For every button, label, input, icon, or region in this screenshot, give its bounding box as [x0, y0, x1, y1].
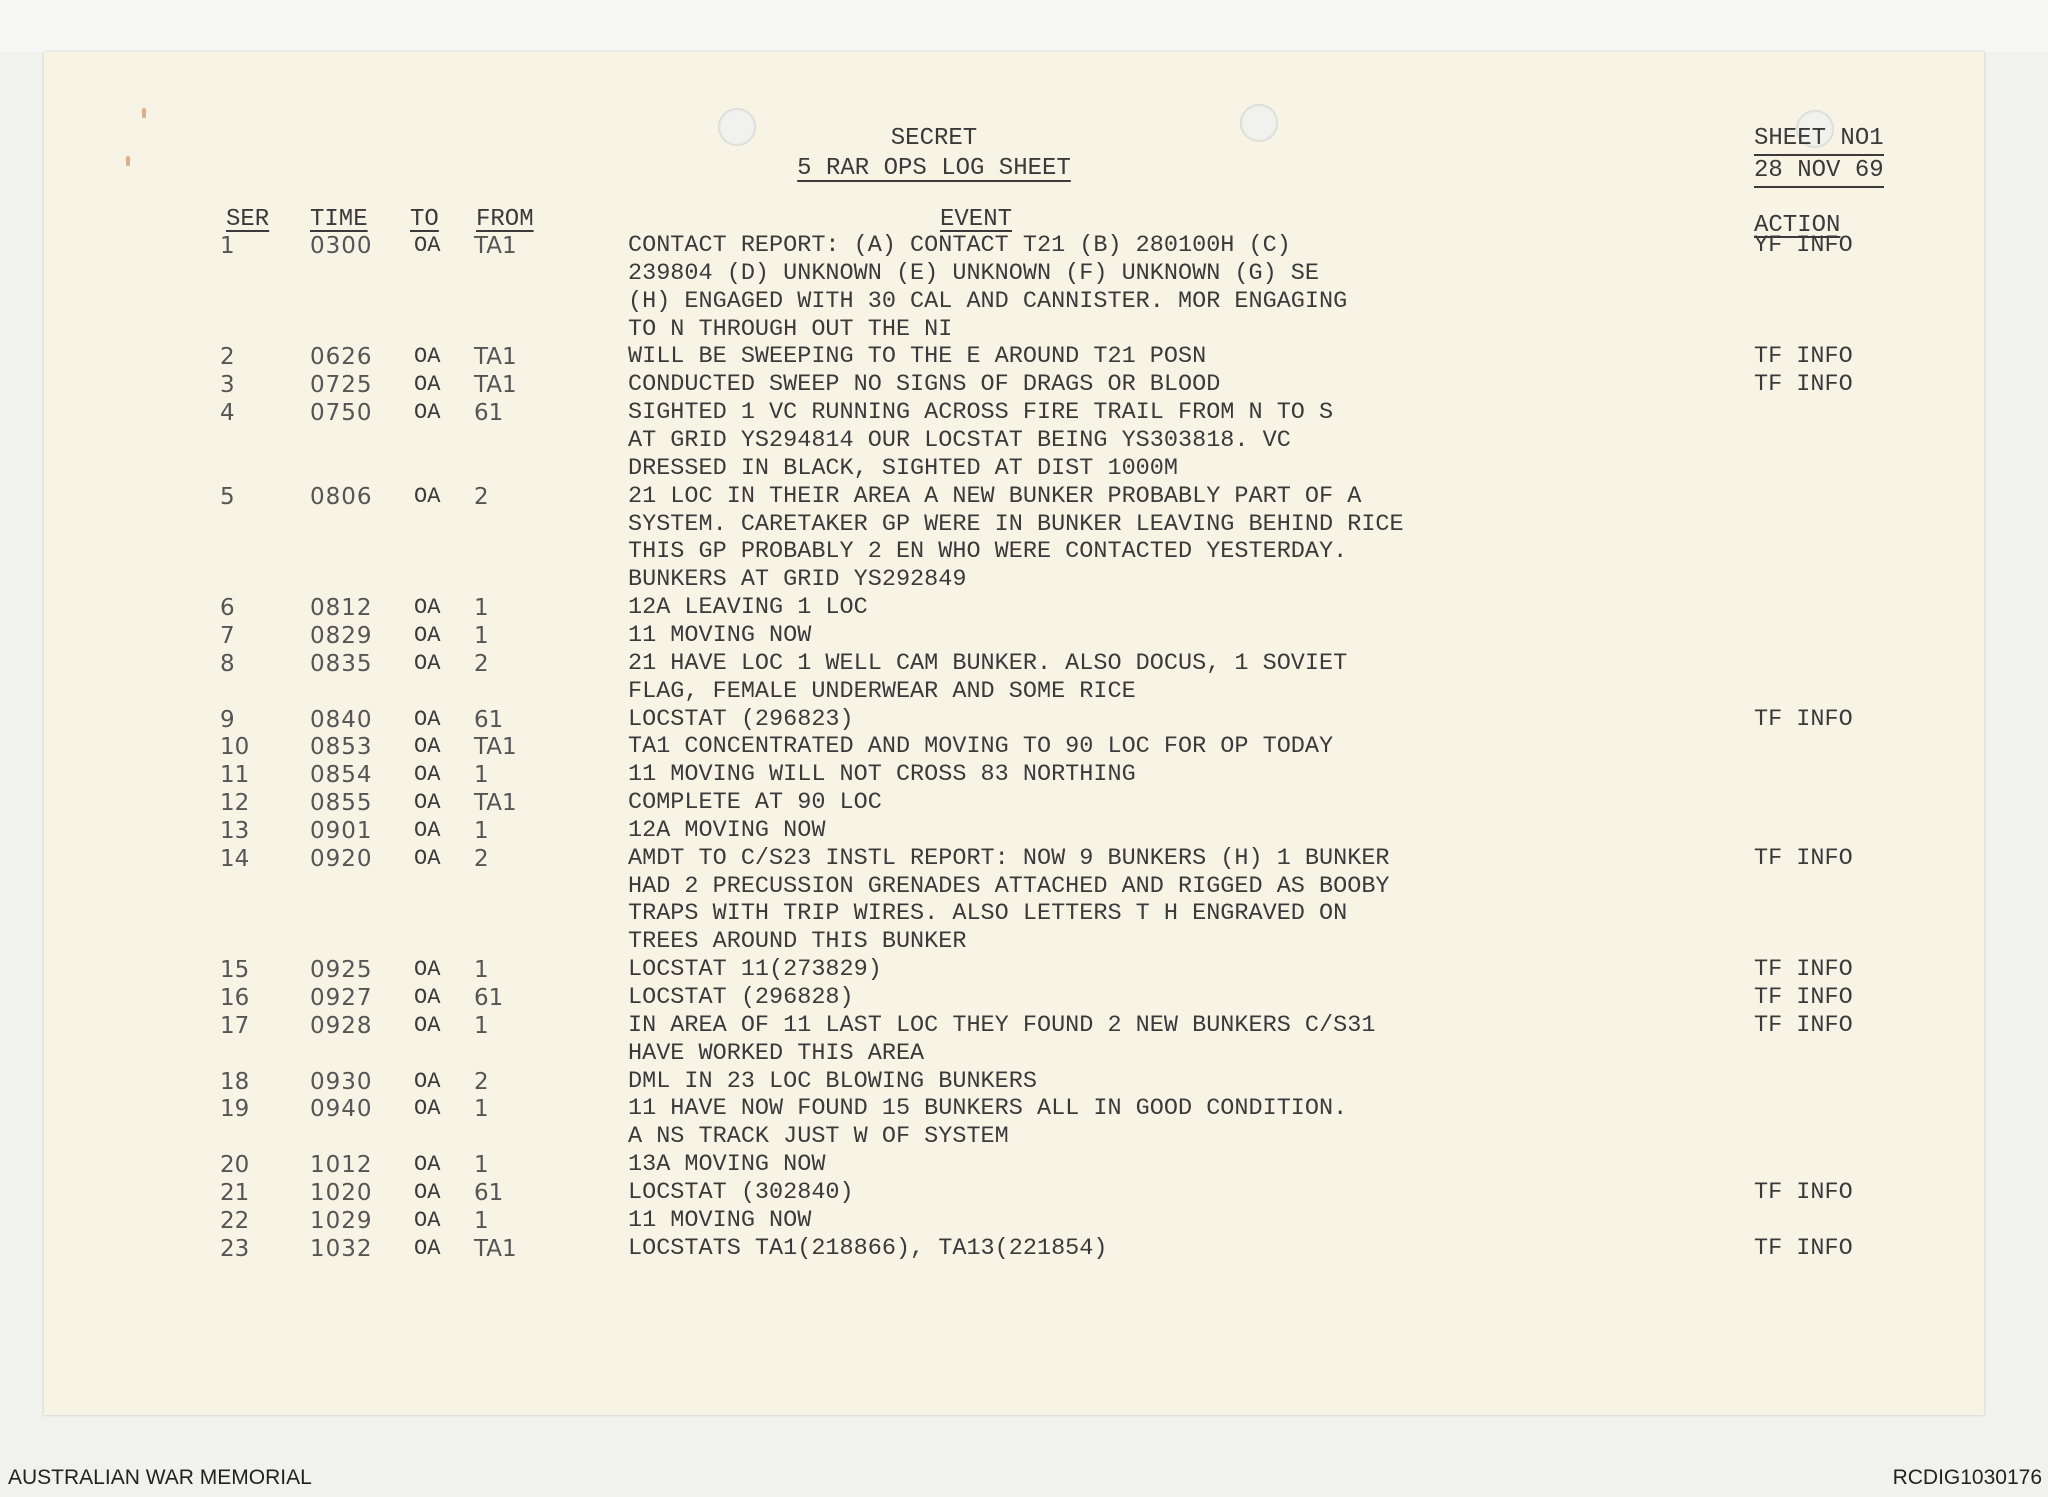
entry-action: TF INFO [1754, 343, 1853, 371]
entry-to: OA [414, 790, 441, 815]
log-row [44, 1095, 1984, 1123]
entry-ser: 18 [220, 1068, 250, 1095]
entry-event: IN AREA OF 11 LAST LOC THEY FOUND 2 NEW BUNKERS C/S31 [628, 1011, 1376, 1039]
entry-time: 1029 [310, 1207, 373, 1234]
entry-to: OA [414, 650, 441, 676]
entry-event: 239804 (D) UNKNOWN (E) UNKNOWN (F) UNKNOWN (G) SE [628, 259, 1320, 287]
log-row [44, 455, 1984, 483]
log-row [44, 1151, 1984, 1179]
entry-from: 2 [474, 483, 489, 510]
log-row [44, 650, 1984, 678]
log-row [44, 1235, 1984, 1263]
entry-ser: 22 [220, 1207, 250, 1234]
document-header [797, 124, 1071, 184]
entry-to: OA [414, 1235, 441, 1261]
entry-event: 13A MOVING NOW [628, 1151, 826, 1179]
entry-to: OA [414, 233, 441, 258]
entry-ser: 8 [220, 650, 235, 677]
classification: SECRET [890, 125, 978, 152]
entry-time: 1012 [310, 1152, 373, 1179]
entry-event: THIS GP PROBABLY 2 EN WHO WERE CONTACTED YESTERDAY. [628, 538, 1348, 566]
log-sheet [44, 52, 1984, 1415]
entry-event: 12A MOVING NOW [628, 816, 826, 844]
entry-event: AT GRID YS294814 OUR LOCSTAT BEING YS303818. VC [628, 427, 1291, 454]
column-header-time: TIME [310, 206, 368, 233]
entry-event: 11 MOVING NOW [628, 621, 812, 649]
entry-time: 0925 [310, 957, 373, 984]
log-row [44, 288, 1984, 316]
entry-ser: 1 [220, 233, 235, 259]
entry-to: OA [414, 1096, 441, 1122]
log-row [44, 761, 1984, 789]
entry-action: TF INFO [1754, 1234, 1853, 1262]
log-row [44, 622, 1984, 650]
entry-from: TA1 [474, 344, 517, 371]
entry-to: OA [414, 372, 441, 398]
log-row [44, 343, 1984, 371]
log-row [44, 1123, 1984, 1151]
entry-ser: 4 [220, 400, 235, 427]
sheet-date: 28 NOV 69 [1754, 156, 1884, 188]
log-row [44, 371, 1984, 399]
entry-time: 0829 [310, 622, 373, 649]
column-header-event: EVENT [940, 206, 1013, 233]
log-row [44, 594, 1984, 622]
entry-event: 11 HAVE NOW FOUND 15 BUNKERS ALL IN GOOD CONDITION. [628, 1095, 1348, 1123]
entry-ser: 21 [220, 1179, 250, 1206]
entry-event: 11 MOVING WILL NOT CROSS 83 NORTHING [628, 761, 1136, 789]
entry-event: FLAG, FEMALE UNDERWEAR AND SOME RICE [628, 677, 1136, 705]
entry-to: OA [414, 845, 441, 871]
column-header-to: TO [410, 206, 439, 233]
entry-from: 1 [474, 957, 489, 984]
entry-from: 2 [474, 650, 489, 677]
entry-event: A NS TRACK JUST W OF SYSTEM [628, 1123, 1009, 1151]
entry-event: LOCSTAT (296828) [628, 984, 854, 1011]
entry-time: 0750 [310, 400, 373, 427]
log-row [44, 1012, 1984, 1040]
entry-time: 0725 [310, 372, 373, 399]
entry-ser: 23 [220, 1235, 250, 1262]
entry-event: AMDT TO C/S23 INSTL REPORT: NOW 9 BUNKERS (H) 1 BUNKER [628, 844, 1390, 872]
log-row [44, 538, 1984, 566]
entry-time: 0930 [310, 1068, 373, 1095]
log-row [44, 956, 1984, 984]
entry-action: TF INFO [1754, 705, 1853, 733]
entry-event: 21 LOC IN THEIR AREA A NEW BUNKER PROBABLY PART OF A [628, 482, 1362, 510]
entry-to: OA [414, 957, 441, 983]
entry-event: LOCSTAT 11(273829) [628, 956, 882, 984]
log-row [44, 900, 1984, 928]
entry-time: 1020 [310, 1179, 373, 1206]
entry-event: BUNKERS AT GRID YS292849 [628, 566, 967, 594]
entry-event: HAVE WORKED THIS AREA [628, 1039, 925, 1067]
entry-from: 1 [474, 762, 489, 789]
log-row [44, 1207, 1984, 1235]
entry-action: TF INFO [1754, 844, 1853, 872]
log-row [44, 845, 1984, 873]
entry-time: 0835 [310, 650, 373, 677]
entry-event: HAD 2 PRECUSSION GRENADES ATTACHED AND RIGGED AS BOOBY [628, 872, 1390, 900]
entry-event: (H) ENGAGED WITH 30 CAL AND CANNISTER. MOR ENGAGING [628, 287, 1348, 315]
log-row [44, 566, 1984, 594]
entry-event: TA1 CONCENTRATED AND MOVING TO 90 LOC FOR OP TODAY [628, 733, 1334, 761]
entry-to: OA [414, 1179, 441, 1205]
entry-event: CONDUCTED SWEEP NO SIGNS OF DRAGS OR BLOOD [628, 371, 1221, 399]
entry-action: TF INFO [1754, 1178, 1853, 1206]
entry-ser: 19 [220, 1096, 250, 1123]
entry-to: OA [414, 762, 441, 788]
sheet-number-block [1754, 124, 1884, 188]
log-row [44, 511, 1984, 539]
entry-from: 1 [474, 1096, 489, 1123]
entry-time: 0928 [310, 1012, 373, 1039]
entry-event: LOCSTATS TA1(218866), TA13(221854) [628, 1234, 1108, 1262]
entry-time: 0920 [310, 845, 373, 872]
entry-to: OA [414, 622, 441, 648]
log-row [44, 873, 1984, 901]
entry-to: OA [414, 595, 441, 620]
log-row [44, 817, 1984, 845]
log-row [44, 984, 1984, 1012]
entry-ser: 14 [220, 845, 250, 872]
log-row [44, 260, 1984, 288]
entry-ser: 6 [220, 595, 235, 621]
entry-from: TA1 [474, 372, 517, 399]
entry-from: 61 [474, 1179, 504, 1206]
entry-to: OA [414, 734, 441, 760]
column-header-ser: SER [226, 206, 270, 233]
log-row [44, 316, 1984, 344]
column-header-from: FROM [476, 206, 534, 233]
entry-ser: 13 [220, 817, 250, 844]
entry-time: 0855 [310, 790, 373, 816]
log-row [44, 733, 1984, 761]
entry-action: TF INFO [1754, 984, 1853, 1011]
entry-action: TF INFO [1754, 371, 1853, 399]
entry-from: 1 [474, 1207, 489, 1234]
entry-event: WILL BE SWEEPING TO THE E AROUND T21 POSN [628, 343, 1207, 371]
entry-time: 0626 [310, 344, 373, 371]
footer-archive: AUSTRALIAN WAR MEMORIAL [8, 1466, 312, 1489]
entry-to: OA [414, 985, 441, 1010]
entry-ser: 7 [220, 622, 235, 649]
entry-event: SYSTEM. CARETAKER GP WERE IN BUNKER LEAVING BEHIND RICE [628, 510, 1404, 538]
entry-action: TF INFO [1754, 956, 1853, 984]
entry-ser: 12 [220, 790, 250, 816]
entry-to: OA [414, 1068, 441, 1094]
entry-ser: 20 [220, 1152, 250, 1179]
entry-event: 12A LEAVING 1 LOC [628, 594, 868, 621]
entry-time: 0927 [310, 985, 373, 1011]
column-header-action: ACTION [1754, 212, 1841, 239]
entry-event: 21 HAVE LOC 1 WELL CAM BUNKER. ALSO DOCUS, 1 SOVIET [628, 649, 1348, 677]
entry-to: OA [414, 400, 441, 426]
entry-time: 0853 [310, 734, 373, 761]
entry-from: 1 [474, 817, 489, 844]
log-row [44, 1068, 1984, 1096]
entry-from: TA1 [474, 1235, 517, 1262]
log-row [44, 789, 1984, 817]
rust-mark [126, 156, 130, 166]
entry-from: 61 [474, 400, 504, 427]
entry-action: TF INFO [1754, 1011, 1853, 1039]
entry-from: 2 [474, 1068, 489, 1095]
entry-from: 2 [474, 845, 489, 872]
entry-time: 0300 [310, 233, 373, 259]
entry-time: 0806 [310, 483, 373, 510]
entry-from: TA1 [474, 233, 517, 259]
log-row [44, 928, 1984, 956]
entry-to: OA [414, 1207, 441, 1233]
entry-to: OA [414, 344, 441, 370]
entry-ser: 16 [220, 985, 250, 1011]
entry-ser: 10 [220, 734, 250, 761]
page-title: 5 RAR OPS LOG SHEET [797, 155, 1071, 182]
entry-event: TRAPS WITH TRIP WIRES. ALSO LETTERS T H ENGRAVED ON [628, 900, 1348, 928]
punch-hole-right [1240, 104, 1278, 142]
entry-ser: 15 [220, 957, 250, 984]
entry-event: TREES AROUND THIS BUNKER [628, 928, 967, 956]
entry-event: LOCSTAT (302840) [628, 1178, 854, 1206]
entry-time: 1032 [310, 1235, 373, 1262]
punch-hole-left [718, 108, 756, 146]
entry-to: OA [414, 1012, 441, 1038]
entry-event: SIGHTED 1 VC RUNNING ACROSS FIRE TRAIL FROM N TO S [628, 399, 1334, 427]
entry-ser: 17 [220, 1012, 250, 1039]
entry-to: OA [414, 483, 441, 509]
entry-ser: 2 [220, 344, 235, 371]
rust-mark [142, 108, 146, 118]
entry-time: 0812 [310, 595, 373, 621]
log-row [44, 483, 1984, 511]
entry-time: 0854 [310, 762, 373, 789]
entry-ser: 9 [220, 706, 235, 733]
entry-time: 0940 [310, 1096, 373, 1123]
entry-from: 61 [474, 706, 504, 733]
entry-ser: 5 [220, 483, 235, 510]
log-row [44, 232, 1984, 260]
entry-event: DRESSED IN BLACK, SIGHTED AT DIST 1000M [628, 454, 1178, 482]
entry-time: 0901 [310, 817, 373, 844]
entry-event: DML IN 23 LOC BLOWING BUNKERS [628, 1067, 1037, 1095]
entry-to: OA [414, 1152, 441, 1178]
entry-to: OA [414, 706, 441, 732]
entry-from: TA1 [474, 790, 517, 816]
log-row [44, 1179, 1984, 1207]
sheet-number: SHEET NO1 [1754, 124, 1884, 156]
entry-event: 11 MOVING NOW [628, 1206, 812, 1234]
entry-from: 1 [474, 1152, 489, 1179]
entry-from: 61 [474, 985, 504, 1011]
entry-ser: 3 [220, 372, 235, 399]
log-row [44, 427, 1984, 455]
entry-from: 1 [474, 1012, 489, 1039]
entry-action: YF INFO [1754, 232, 1853, 259]
entry-from: 1 [474, 622, 489, 649]
entry-event: CONTACT REPORT: (A) CONTACT T21 (B) 280100H (C) [628, 232, 1291, 259]
entry-ser: 11 [220, 762, 250, 789]
footer-image-id: RCDIG1030176 [1892, 1466, 2042, 1489]
top-band [0, 0, 2048, 52]
entry-time: 0840 [310, 706, 373, 733]
entry-event: TO N THROUGH OUT THE NI [628, 315, 953, 343]
log-row [44, 1040, 1984, 1068]
entry-event: COMPLETE AT 90 LOC [628, 789, 882, 816]
entry-event: LOCSTAT (296823) [628, 705, 854, 733]
log-row [44, 399, 1984, 427]
log-row [44, 706, 1984, 734]
entry-from: TA1 [474, 734, 517, 761]
entry-to: OA [414, 817, 441, 843]
entry-from: 1 [474, 595, 489, 621]
log-row [44, 678, 1984, 706]
